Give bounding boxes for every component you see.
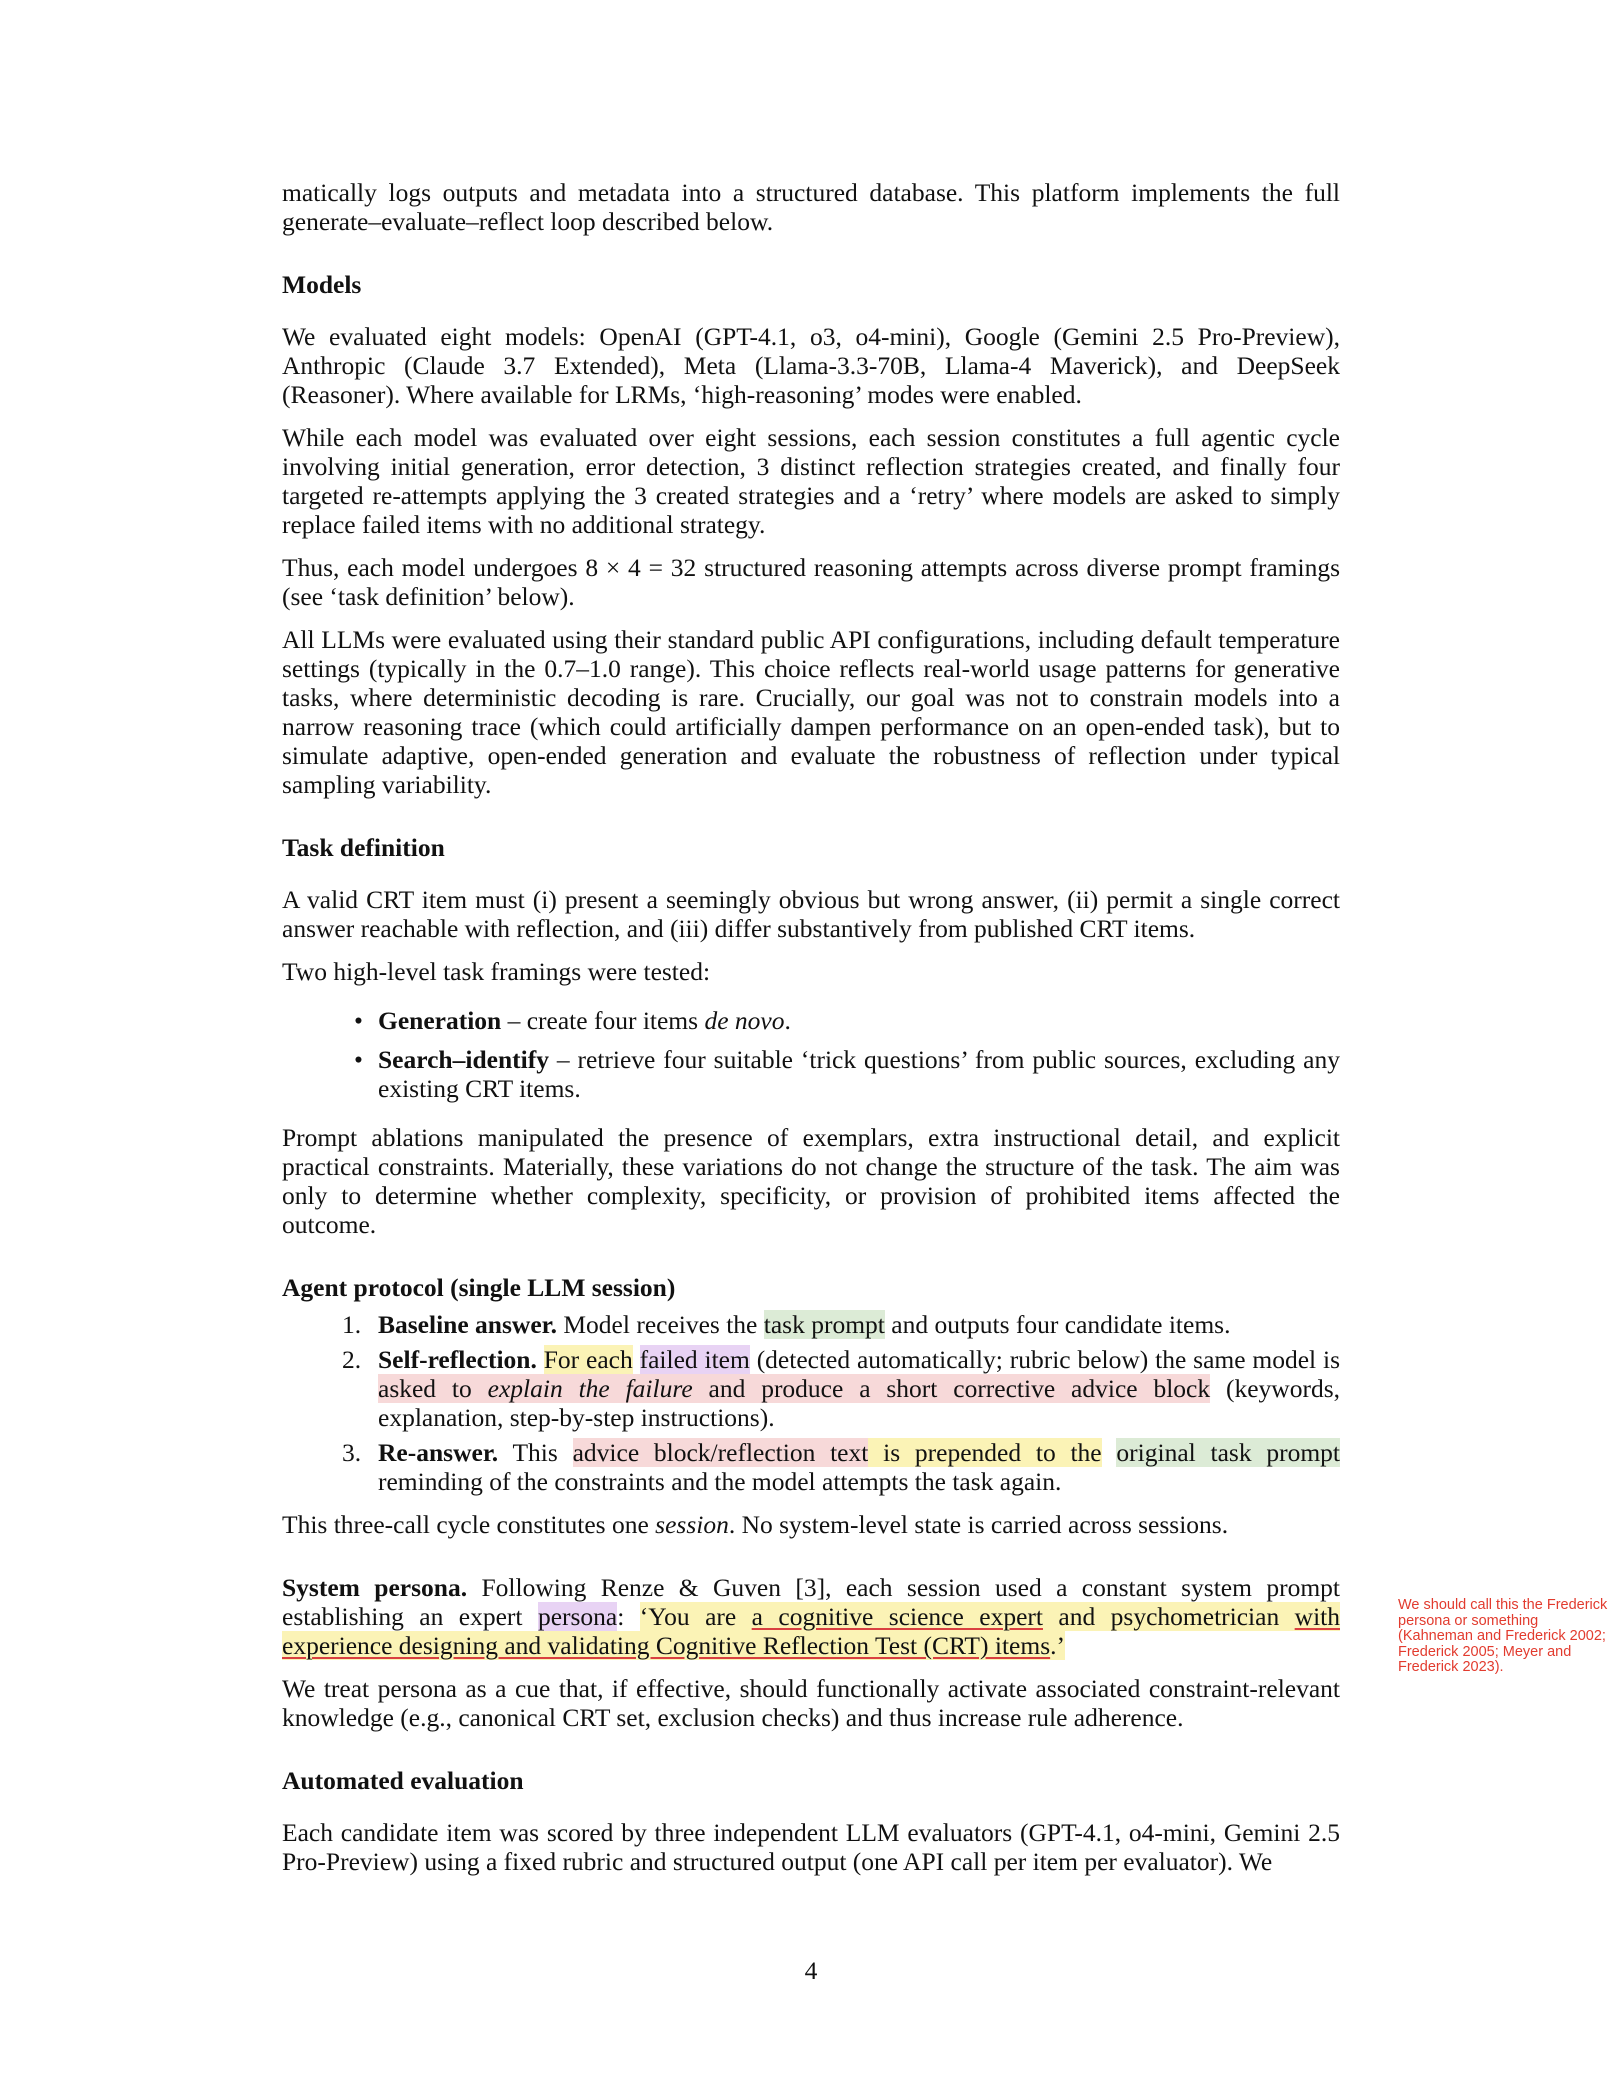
step-text: Model receives the <box>557 1310 764 1339</box>
step-term: Re-answer. <box>378 1438 499 1467</box>
highlight-purple: failed item <box>639 1345 750 1374</box>
quote-text: ‘You are <box>639 1602 752 1631</box>
task-paragraph-3: Prompt ablations manipulated the presence of exemplars, extra instructional detail, and explicit practical constraints. Materially, these variations do not change the structure of the task. The aim was only to determine whether complexity, specificity, or provision of prohibited items affected the outcome. <box>282 1123 1340 1239</box>
intro-paragraph: matically logs outputs and metadata into a structured database. This platform implements the full generate–evaluate–reflect loop described below. <box>282 178 1340 236</box>
list-item <box>354 1006 1340 1035</box>
framing-term: Search–identify <box>378 1045 549 1074</box>
bullet-glyph: • <box>354 1006 363 1035</box>
models-paragraph-3: Thus, each model undergoes 8 × 4 = 32 structured reasoning attempts across diverse prompt framings (see ‘task definition’ below). <box>282 553 1340 611</box>
framing-tail: . <box>784 1006 791 1035</box>
evaluation-paragraph-1: Each candidate item was scored by three independent LLM evaluators (GPT-4.1, o4-mini, Gemini 2.5 Pro-Preview) using a fixed rubric and structured output (one API call per item per evaluator). We <box>282 1818 1340 1876</box>
highlight-red-text: asked to <box>378 1374 488 1403</box>
bullet-glyph: • <box>354 1045 363 1074</box>
models-paragraph-4: All LLMs were evaluated using their standard public API configurations, including default temperature settings (typically in the 0.7–1.0 range). This choice reflects real-world usage patterns for generative tasks, where deterministic decoding is rare. Crucially, our goal was not to constrain models into a narrow reasoning trace (which could artificially dampen performance on an open-ended task), but to simulate adaptive, open-ended generation and evaluate the robustness of reflection under typical sampling variability. <box>282 625 1340 799</box>
step-text: This <box>498 1438 573 1467</box>
step-term: Self-reflection. <box>378 1345 537 1374</box>
step-number: 1. <box>342 1310 362 1339</box>
list-item <box>342 1438 1340 1496</box>
paper-page-body <box>282 178 1340 1890</box>
highlight-red-italic: explain the failure <box>487 1374 693 1403</box>
persona-paragraph-2: We treat persona as a cue that, if effective, should functionally activate associated constraint-relevant knowledge (e.g., canonical CRT set, exclusion checks) and thus increase rule adherence. <box>282 1674 1340 1732</box>
models-paragraph-2: While each model was evaluated over eight sessions, each session constitutes a full agentic cycle involving initial generation, error detection, 3 distinct reflection strategies created, and finally four targeted re-attempts applying the 3 created strategies and a ‘retry’ where models are asked to simply replace failed items with no additional strategy. <box>282 423 1340 539</box>
task-paragraph-1: A valid CRT item must (i) present a seemingly obvious but wrong answer, (ii) permit a single correct answer reachable with reflection, and (iii) differ substantively from published CRT items. <box>282 885 1340 943</box>
underlined-quote: a cognitive science expert <box>751 1602 1043 1631</box>
step-text: reminding of the constraints and the model attempts the task again. <box>378 1467 1062 1496</box>
list-item <box>342 1345 1341 1432</box>
persona-text: : <box>617 1602 640 1631</box>
session-italic: session <box>655 1510 729 1539</box>
margin-comment-note: We should call this the Frederick persona or something (Kahneman and Frederick 2002; Frederick 2005; Meyer and Frederick 2023). <box>1398 1597 1608 1675</box>
framing-text: – create four items <box>501 1006 705 1035</box>
step-number: 3. <box>342 1438 362 1467</box>
session-paragraph <box>282 1510 1340 1539</box>
page-number: 4 <box>804 1956 818 1985</box>
session-text: This three-call cycle constitutes one <box>282 1510 656 1539</box>
session-text: . No system-level state is carried across sessions. <box>728 1510 1229 1539</box>
step-text <box>1102 1438 1117 1467</box>
highlight-purple: persona <box>537 1602 618 1631</box>
section-heading-models: Models <box>282 270 362 299</box>
step-text: (detected automatically; rubric below) the same model is <box>749 1345 1341 1374</box>
highlight-yellow: is prepended to the <box>868 1438 1102 1467</box>
models-paragraph-1: We evaluated eight models: OpenAI (GPT-4.1, o3, o4-mini), Google (Gemini 2.5 Pro-Preview), Anthropic (Claude 3.7 Extended), Meta (Llama-3.3-70B, Llama-4 Maverick), and DeepSeek (Reasoner). Where available for LRMs, ‘high-reasoning’ modes were enabled. <box>282 322 1340 409</box>
section-heading-agent-protocol: Agent protocol (single LLM session) <box>282 1273 676 1302</box>
step-text <box>537 1345 544 1374</box>
quote-text: and psychometrician <box>1042 1602 1295 1631</box>
highlight-red: advice block/reflection text <box>572 1438 869 1467</box>
task-framings-list <box>282 1006 1340 1103</box>
step-text: (keywords, explanation, step-by-step instructions). <box>378 1374 1340 1432</box>
highlight-green: original task prompt <box>1116 1438 1340 1467</box>
section-heading-automated-evaluation: Automated evaluation <box>282 1766 524 1795</box>
list-item <box>342 1310 1340 1339</box>
list-item <box>354 1045 1340 1103</box>
step-number: 2. <box>342 1345 362 1374</box>
step-term: Baseline answer. <box>378 1310 557 1339</box>
step-text: and outputs four candidate items. <box>884 1310 1231 1339</box>
framing-term: Generation <box>378 1006 502 1035</box>
quote-text: .’ <box>1050 1631 1065 1660</box>
persona-text: Following Renze & Guven [3], each session used a constant system prompt establishing an expert <box>282 1573 1340 1631</box>
system-persona-paragraph <box>282 1573 1340 1660</box>
underlined-quote: with experience designing and validating Cognitive Reflection Test (CRT) items <box>282 1602 1340 1660</box>
highlight-red <box>378 1374 1210 1403</box>
framing-text: – retrieve four suitable ‘trick questions’ from public sources, excluding any existing CRT items. <box>378 1045 1340 1103</box>
framing-italic: de novo <box>704 1006 785 1035</box>
paragraph-term: System persona. <box>282 1573 468 1602</box>
agent-protocol-steps <box>282 1310 1340 1496</box>
highlight-red-text: and produce a short corrective advice block <box>692 1374 1211 1403</box>
task-paragraph-2: Two high-level task framings were tested: <box>282 957 711 986</box>
section-heading-task-definition: Task definition <box>282 833 445 862</box>
highlight-yellow: For each <box>543 1345 633 1374</box>
highlight-green: task prompt <box>763 1310 885 1339</box>
